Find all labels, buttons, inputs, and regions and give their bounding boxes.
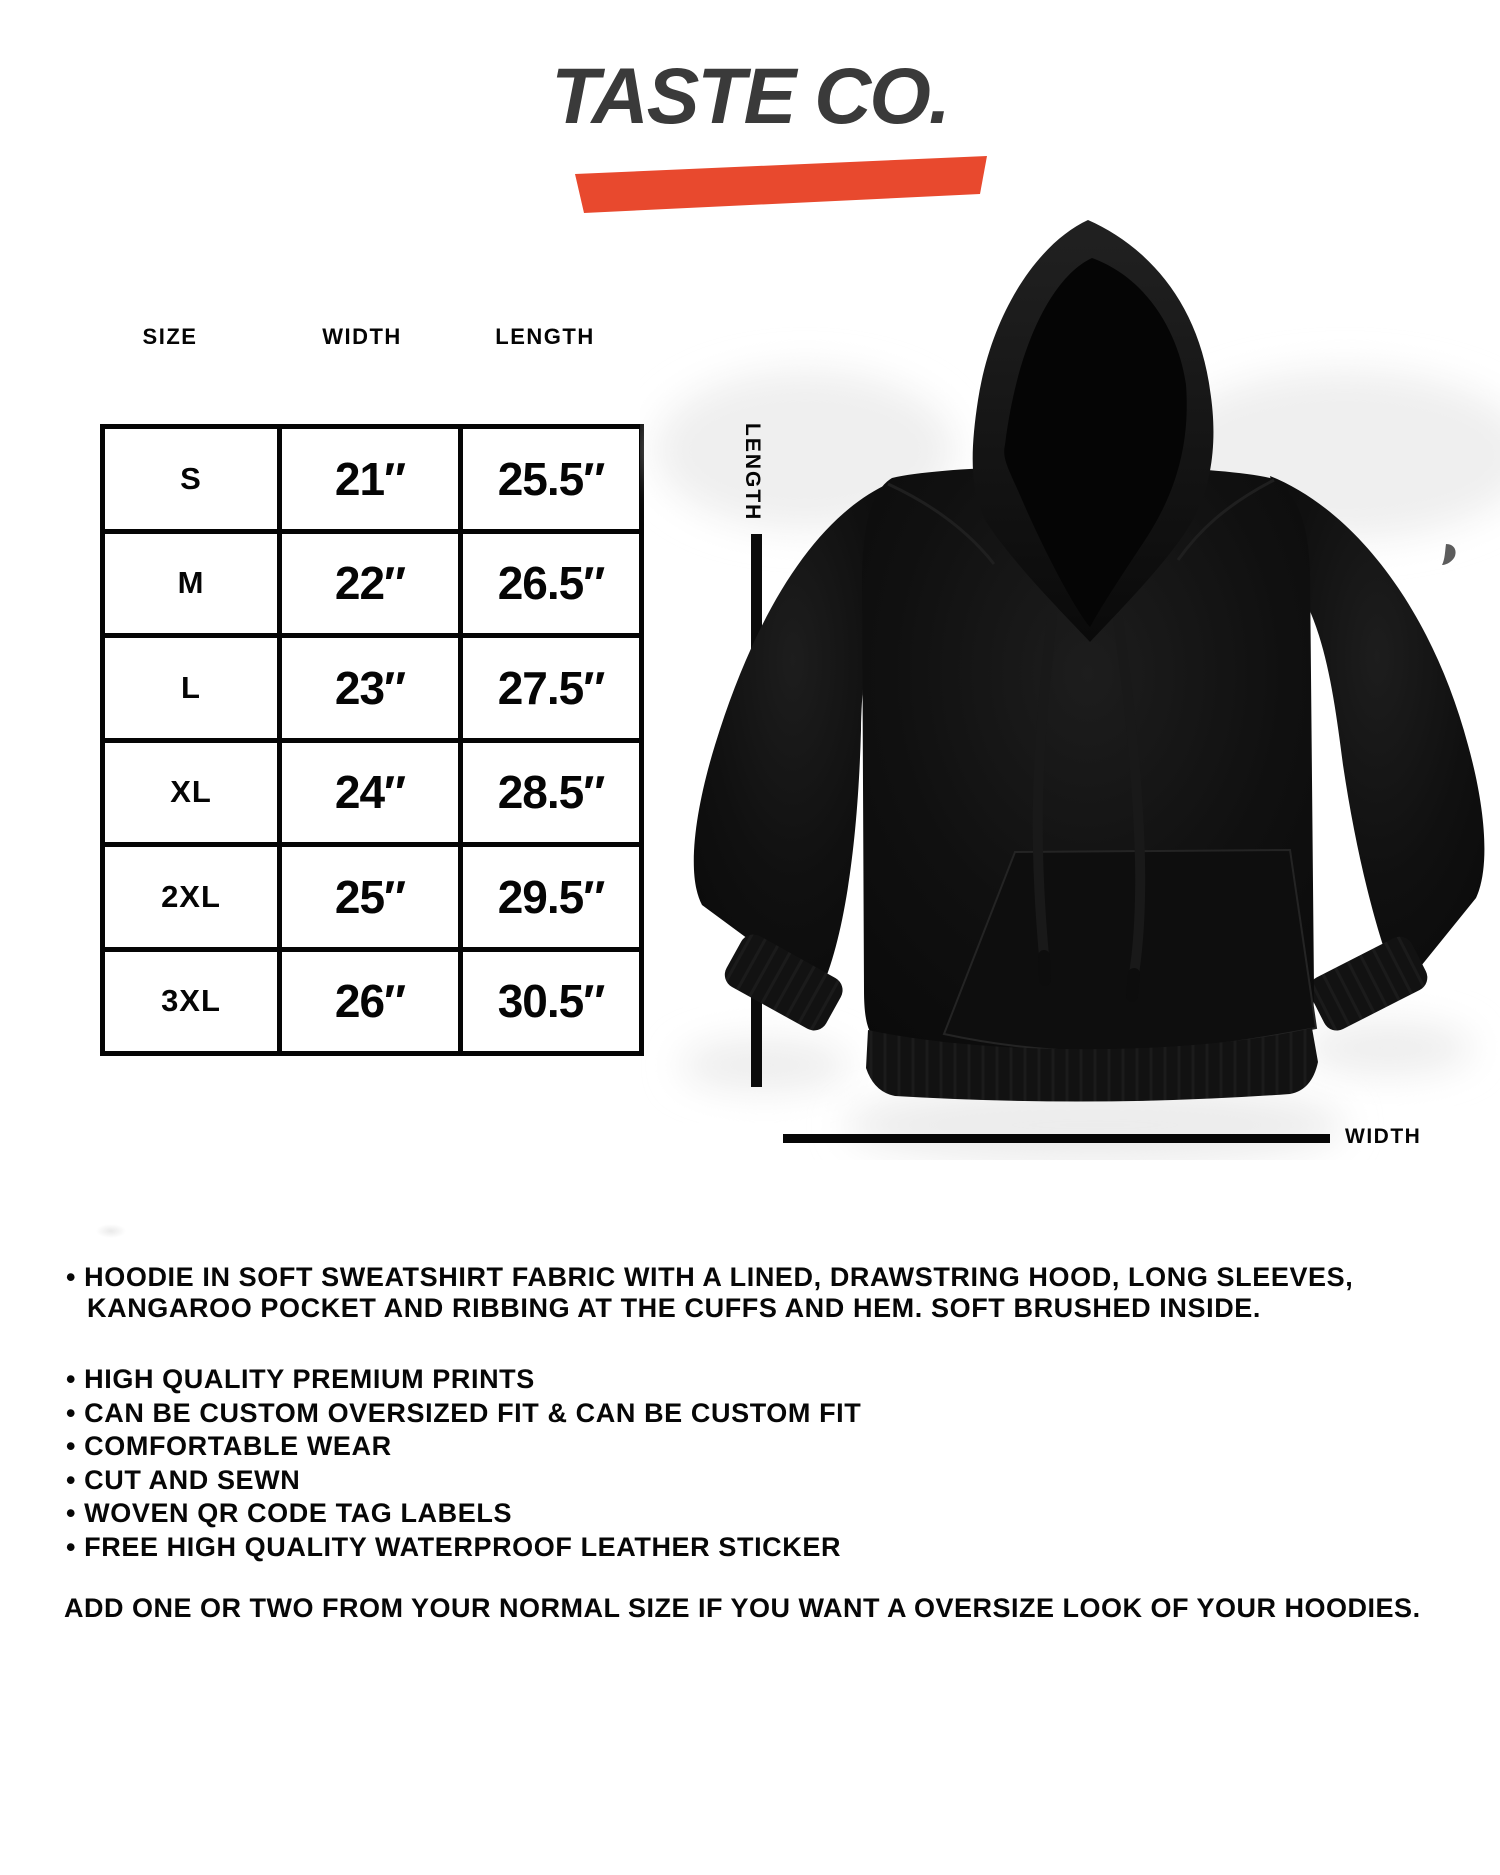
intro-line-2: KANGAROO POCKET AND RIBBING AT THE CUFFS AND HEM. SOFT BRUSHED INSIDE.	[87, 1293, 1262, 1323]
table-row	[103, 740, 642, 845]
left-sleeve	[694, 482, 892, 992]
length-label: LENGTH	[741, 423, 764, 522]
size-cell: 2XL	[103, 845, 280, 950]
hoodie-illustration	[640, 190, 1500, 1160]
length-column-header: LENGTH	[495, 324, 595, 349]
feature-list	[66, 1363, 1466, 1564]
feature-item: • FREE HIGH QUALITY WATERPROOF LEATHER STICKER	[66, 1531, 842, 1562]
size-cell: S	[103, 427, 280, 532]
intro-line-1: • HOODIE IN SOFT SWEATSHIRT FABRIC WITH A LINED, DRAWSTRING HOOD, LONG SLEEVES,	[66, 1262, 1354, 1292]
size-cell: L	[103, 636, 280, 741]
length-cell: 26.5″	[461, 531, 642, 636]
length-cell: 25.5″	[461, 427, 642, 532]
feature-item: • COMFORTABLE WEAR	[66, 1431, 392, 1461]
feature-item: • CAN BE CUSTOM OVERSIZED FIT & CAN BE CUSTOM FIT	[66, 1397, 862, 1428]
oversize-note: ADD ONE OR TWO FROM YOUR NORMAL SIZE IF YOU WANT A OVERSIZE LOOK OF YOUR HOODIES.	[64, 1593, 1421, 1623]
size-chart-table	[100, 424, 644, 1056]
table-row	[103, 427, 642, 532]
brand-logo-text: TASTE CO.	[551, 51, 949, 140]
size-cell: M	[103, 531, 280, 636]
width-cell: 22″	[280, 531, 461, 636]
table-row	[103, 949, 642, 1054]
width-column-header: WIDTH	[322, 324, 402, 349]
right-cuff	[1304, 932, 1432, 1035]
feature-item: • WOVEN QR CODE TAG LABELS	[66, 1498, 513, 1528]
product-intro	[66, 1262, 1466, 1324]
size-column-header: SIZE	[142, 324, 198, 349]
width-cell: 26″	[280, 949, 461, 1054]
table-row	[103, 531, 642, 636]
feature-item: • CUT AND SEWN	[66, 1464, 301, 1495]
feature-item: • HIGH QUALITY PREMIUM PRINTS	[66, 1364, 535, 1394]
smudge-artifact	[96, 1224, 126, 1238]
width-label: WIDTH	[1345, 1125, 1422, 1148]
speck-artifact	[1442, 544, 1456, 565]
width-cell: 24″	[280, 740, 461, 845]
width-cell: 21″	[280, 427, 461, 532]
width-cell: 23″	[280, 636, 461, 741]
width-cell: 25″	[280, 845, 461, 950]
length-cell: 29.5″	[461, 845, 642, 950]
length-cell: 30.5″	[461, 949, 642, 1054]
length-cell: 28.5″	[461, 740, 642, 845]
table-row	[103, 845, 642, 950]
size-cell: 3XL	[103, 949, 280, 1054]
table-row	[103, 636, 642, 741]
width-measure-bar	[783, 1134, 1330, 1143]
length-cell: 27.5″	[461, 636, 642, 741]
size-cell: XL	[103, 740, 280, 845]
